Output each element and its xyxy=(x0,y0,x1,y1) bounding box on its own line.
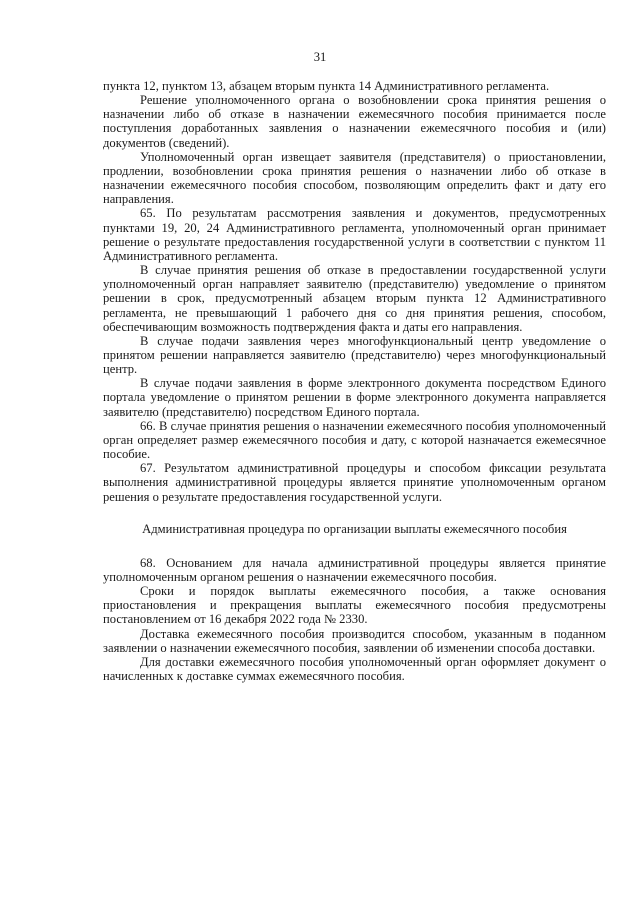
paragraph: В случае принятия решения об отказе в предоставлении государственной услуги уполномоченный орган направляет заявителю (представителю) уведомление о принятом решении в срок, предусмотренный абзацем вторым пункта 12 Административного регламента, не превышающий 1 рабочего дня со дня принятия решения, способом, обеспечивающим возможность подтверждения факта и даты его направления. xyxy=(103,263,606,334)
paragraph: Уполномоченный орган извещает заявителя (представителя) о приостановлении, продлении, возобновлении срока принятия решения о назначении либо об отказе в назначении ежемесячного пособия способом, позволяющим определить факт и дату его направления. xyxy=(103,149,606,207)
document-body xyxy=(103,79,606,683)
paragraph: 65. По результатам рассмотрения заявления и документов, предусмотренных пунктами 19, 20, 24 Административного регламента, уполномоченный орган принимает решение о результате предоставления государственной услуги в соответствии с пунктом 11 Административного регламента. xyxy=(103,206,606,263)
section-heading: Административная процедура по организации выплаты ежемесячного пособия xyxy=(142,521,567,536)
paragraph: В случае подачи заявления в форме электронного документа посредством Единого портала уведомление о принятом решении в форме электронного документа направляется заявителю (представителю) посредством Единого портала. xyxy=(103,376,606,419)
paragraph: 68. Основанием для начала административной процедуры является принятие уполномоченным органом решения о назначении ежемесячного пособия. xyxy=(103,555,606,584)
paragraph: Сроки и порядок выплаты ежемесячного пособия, а также основания приостановления и прекращения выплаты ежемесячного пособия предусмотрены постановлением от 16 декабря 2022 года № 2330. xyxy=(103,584,606,627)
paragraph: Решение уполномоченного органа о возобновлении срока принятия решения о назначении либо об отказе в назначении ежемесячного пособия принимается после поступления доработанных заявления о назначении ежемесячного пособия и (или) документов (сведений). xyxy=(103,93,606,150)
paragraph: 67. Результатом административной процедуры и способом фиксации результата выполнения административной процедуры является принятие уполномоченным органом решения о результате предоставления государственной услуги. xyxy=(103,461,606,504)
paragraph: В случае подачи заявления через многофункциональный центр уведомление о принятом решении направляется заявителю (представителю) через многофункциональный центр. xyxy=(103,333,606,377)
paragraph: пункта 12, пунктом 13, абзацем вторым пункта 14 Административного регламента. xyxy=(103,79,550,93)
paragraph: 66. В случае принятия решения о назначении ежемесячного пособия уполномоченный орган определяет размер ежемесячного пособия и дату, с которой назначается ежемесячное пособие. xyxy=(103,418,606,462)
paragraph: Для доставки ежемесячного пособия уполномоченный орган оформляет документ о начисленных к доставке суммах ежемесячного пособия. xyxy=(103,654,606,684)
paragraph: Доставка ежемесячного пособия производится способом, указанным в поданном заявлении о назначении ежемесячного пособия, заявлении об изменении способа доставки. xyxy=(103,626,606,655)
page-number: 31 xyxy=(313,50,327,64)
